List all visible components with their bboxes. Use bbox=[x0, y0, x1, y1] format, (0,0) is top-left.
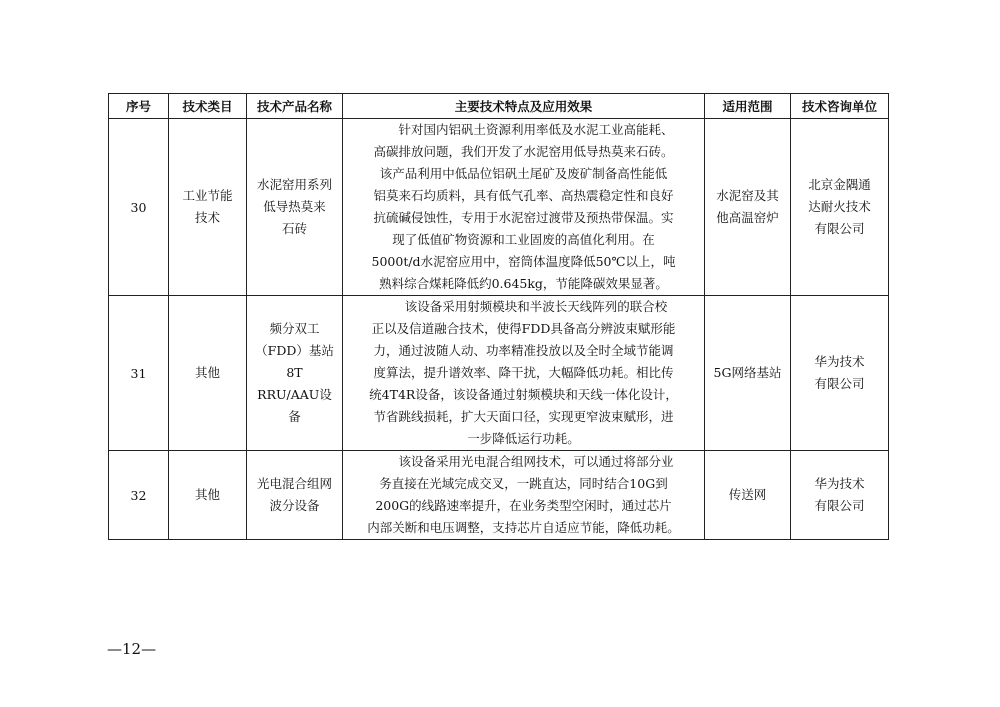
table-header-row bbox=[109, 94, 889, 119]
table-row bbox=[109, 451, 889, 540]
cell-scope bbox=[705, 451, 791, 540]
cell-line: 有限公司 bbox=[814, 221, 865, 236]
cell-consultant bbox=[791, 119, 889, 296]
table-row bbox=[109, 296, 889, 451]
cell-line: 其他 bbox=[194, 487, 220, 502]
cell-no: 30 bbox=[109, 119, 169, 296]
cell-category bbox=[169, 451, 247, 540]
cell-line: 正以及信道融合技术，使得FDD具备高分辨波束赋形能 bbox=[371, 321, 676, 336]
cell-line: 抗硫碱侵蚀性，专用于水泥窑过渡带及预热带保温。实 bbox=[373, 210, 674, 225]
cell-line: 传送网 bbox=[728, 487, 767, 502]
cell-consultant bbox=[791, 296, 889, 451]
cell-line: 华为技术 bbox=[814, 476, 865, 491]
cell-line: 该设备采用光电混合组网技术，可以通过将部分业 bbox=[398, 454, 674, 469]
page-number: —12— bbox=[107, 640, 157, 658]
table-row bbox=[109, 119, 889, 296]
technology-table bbox=[108, 93, 889, 540]
header-scope: 适用范围 bbox=[705, 94, 791, 119]
cell-features bbox=[343, 451, 705, 540]
cell-line: 低导热莫来 bbox=[263, 199, 326, 214]
cell-line: 节省跳线损耗，扩大天面口径，实现更窄波束赋形，进 bbox=[373, 409, 674, 424]
cell-line: 水泥窑用系列 bbox=[256, 177, 332, 192]
cell-product bbox=[247, 119, 343, 296]
cell-line: 有限公司 bbox=[814, 376, 865, 391]
cell-scope bbox=[705, 296, 791, 451]
cell-features bbox=[343, 119, 705, 296]
cell-scope bbox=[705, 119, 791, 296]
cell-line: 度算法，提升谱效率、降干扰，大幅降低功耗。相比传 bbox=[373, 365, 674, 380]
cell-line: 频分双工 bbox=[269, 321, 320, 336]
cell-line: 铝莫来石均质料，具有低气孔率、高热震稳定性和良好 bbox=[373, 188, 674, 203]
cell-features bbox=[343, 296, 705, 451]
cell-line: 5G网络基站 bbox=[713, 365, 782, 380]
cell-line: 一步降低运行功耗。 bbox=[467, 431, 580, 446]
cell-line: 石砖 bbox=[281, 221, 307, 236]
cell-line: 现了低值矿物资源和工业固废的高值化利用。在 bbox=[392, 232, 655, 247]
cell-line: RRU/AAU设备 bbox=[257, 387, 332, 424]
header-features: 主要技术特点及应用效果 bbox=[343, 94, 705, 119]
cell-product bbox=[247, 451, 343, 540]
header-consultant: 技术咨询单位 bbox=[791, 94, 889, 119]
cell-category bbox=[169, 119, 247, 296]
cell-line: （FDD）基站8T bbox=[255, 343, 334, 380]
cell-line: 务直接在光域完成交叉，一跳直达，同时结合10G到 bbox=[379, 476, 668, 491]
cell-line: 有限公司 bbox=[814, 498, 865, 513]
cell-line: 水泥窑及其 bbox=[716, 188, 779, 203]
cell-line: 北京金隅通 bbox=[808, 177, 871, 192]
cell-line: 熟料综合煤耗降低约0.645kg，节能降碳效果显著。 bbox=[379, 276, 668, 291]
cell-line: 该产品利用中低品位铝矾土尾矿及废矿制备高性能低 bbox=[379, 166, 668, 181]
cell-line: 波分设备 bbox=[269, 498, 320, 513]
cell-line: 其他 bbox=[194, 365, 220, 380]
cell-line: 工业节能 bbox=[182, 188, 233, 203]
cell-consultant bbox=[791, 451, 889, 540]
cell-line: 高碳排放问题，我们开发了水泥窑用低导热莫来石砖。 bbox=[373, 144, 674, 159]
cell-line: 达耐火技术 bbox=[808, 199, 871, 214]
cell-category bbox=[169, 296, 247, 451]
cell-line: 光电混合组网 bbox=[256, 476, 332, 491]
cell-line: 力，通过波随人动、功率精准投放以及全时全域节能调 bbox=[373, 343, 674, 358]
cell-line: 该设备采用射频模块和半波长天线阵列的联合校 bbox=[404, 299, 668, 314]
cell-line: 技术 bbox=[194, 210, 220, 225]
cell-line: 200G的线路速率提升，在业务类型空闲时，通过芯片 bbox=[375, 498, 672, 513]
header-category: 技术类目 bbox=[169, 94, 247, 119]
cell-line: 华为技术 bbox=[814, 354, 865, 369]
cell-line: 内部关断和电压调整，支持芯片自适应节能，降低功耗。 bbox=[367, 520, 680, 535]
cell-no: 32 bbox=[109, 451, 169, 540]
cell-line: 针对国内铝矾土资源利用率低及水泥工业高能耗、 bbox=[398, 122, 674, 137]
header-no: 序号 bbox=[109, 94, 169, 119]
header-product: 技术产品名称 bbox=[247, 94, 343, 119]
cell-product bbox=[247, 296, 343, 451]
cell-line: 他高温窑炉 bbox=[716, 210, 779, 225]
cell-line: 统4T4R设备，该设备通过射频模块和天线一体化设计， bbox=[369, 387, 678, 402]
cell-no: 31 bbox=[109, 296, 169, 451]
cell-line: 5000t/d水泥窑应用中，窑筒体温度降低50℃以上，吨 bbox=[371, 254, 676, 269]
